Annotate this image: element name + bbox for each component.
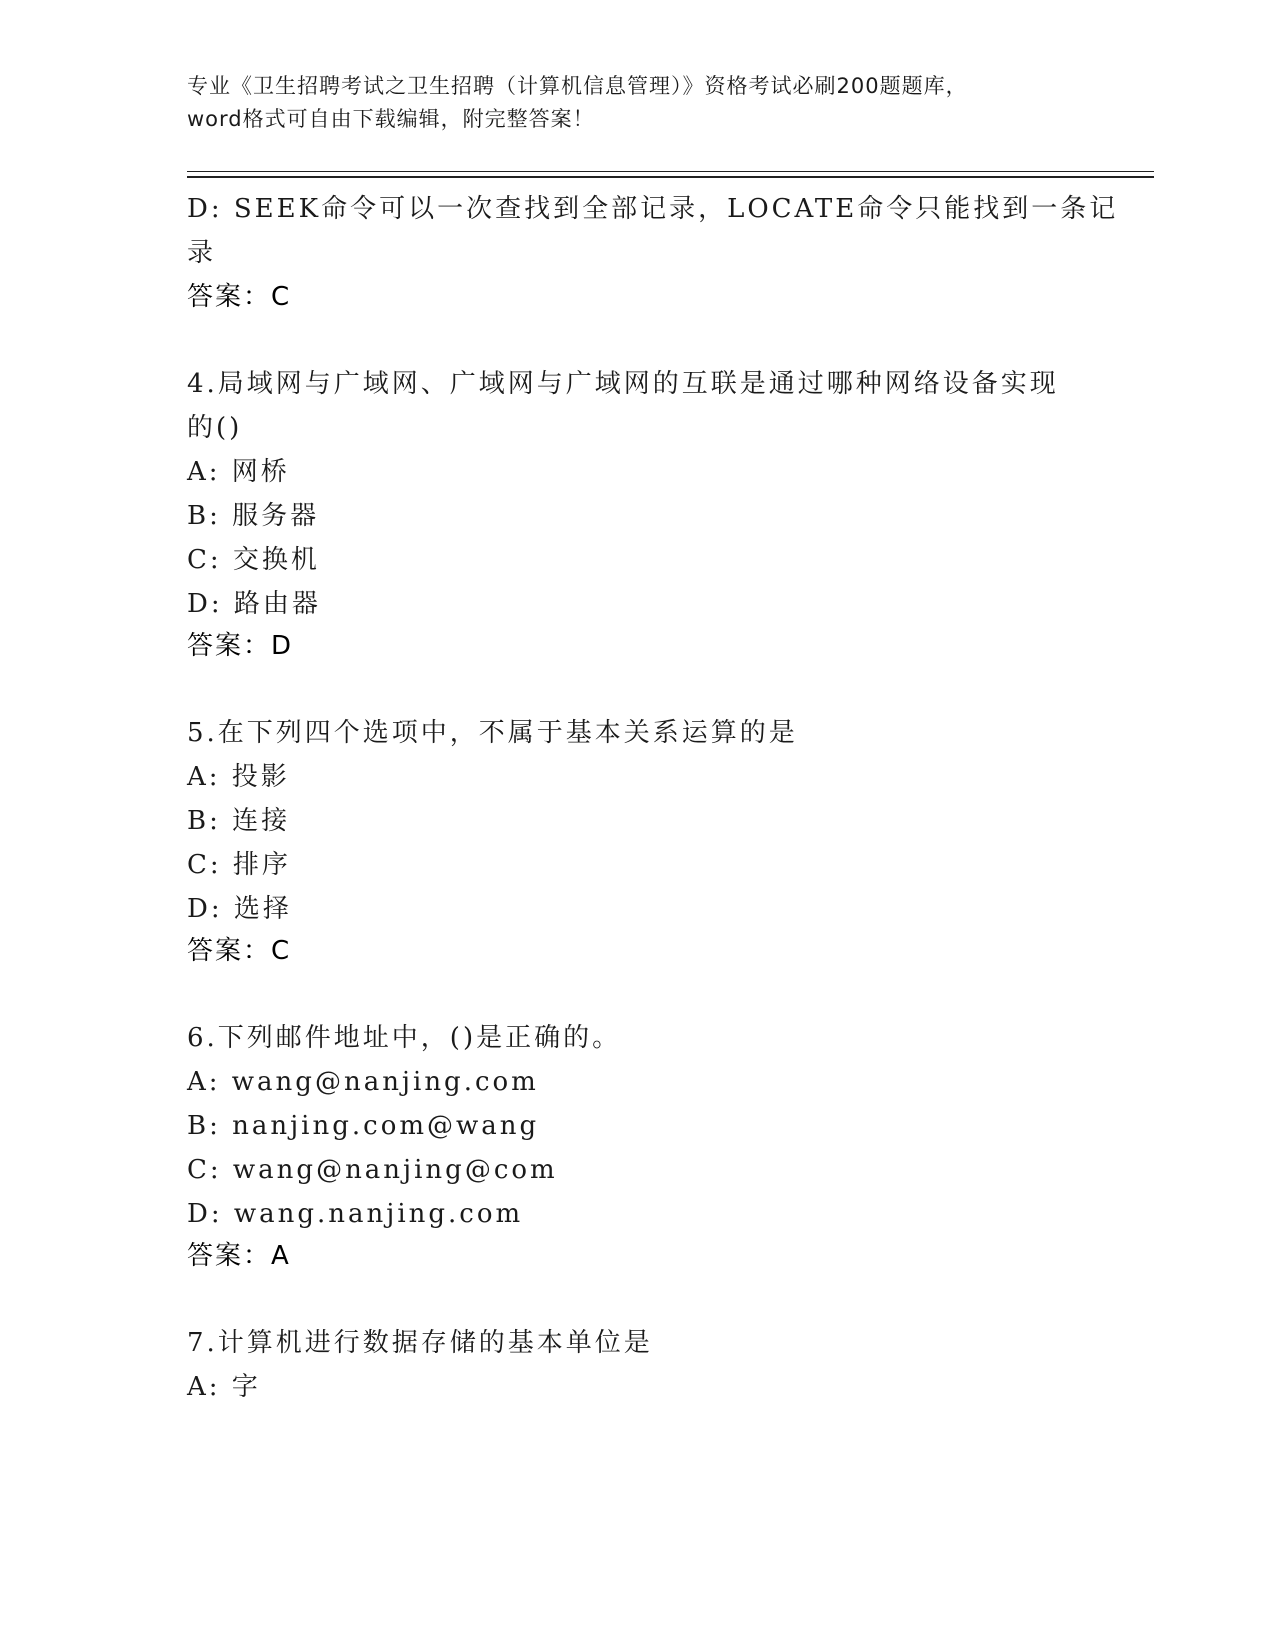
- q6-stem: 6.下列邮件地址中，()是正确的。: [187, 1023, 622, 1053]
- q4-option-d: D: 路由器: [187, 589, 321, 619]
- q3-option-d-line2: 录: [187, 238, 217, 268]
- q6-answer: 答案：A: [187, 1241, 291, 1271]
- q4-stem-line1: 4.局域网与广域网、广域网与广域网的互联是通过哪种网络设备实现: [187, 369, 1059, 399]
- q4-answer: 答案：D: [187, 631, 294, 661]
- q4-option-b: B: 服务器: [187, 501, 320, 531]
- q5-option-c: C: 排序: [187, 850, 291, 880]
- q4-option-c: C: 交换机: [187, 545, 320, 575]
- q5-answer: 答案：C: [187, 936, 292, 966]
- q5-stem: 5.在下列四个选项中，不属于基本关系运算的是: [187, 718, 798, 748]
- header-line-2: word格式可自由下载编辑，附完整答案！: [187, 107, 595, 131]
- q6-option-a: A: wang@nanjing.com: [187, 1067, 539, 1097]
- header-rule-thin: [187, 171, 1154, 172]
- q5-option-d: D: 选择: [187, 894, 292, 924]
- q5-option-a: A: 投影: [187, 762, 290, 792]
- q5-option-b: B: 连接: [187, 806, 291, 836]
- q3-option-d-line1: D: SEEK命令可以一次查找到全部记录，LOCATE命令只能找到一条记: [187, 194, 1119, 224]
- document-header: [187, 70, 1087, 136]
- q6-option-b: B: nanjing.com@wang: [187, 1111, 540, 1141]
- q7-stem: 7.计算机进行数据存储的基本单位是: [187, 1328, 653, 1358]
- q4-option-a: A: 网桥: [187, 457, 290, 487]
- q3-answer: 答案：C: [187, 282, 292, 312]
- q6-option-c: C: wang@nanjing@com: [187, 1155, 558, 1185]
- header-line-1: 专业《卫生招聘考试之卫生招聘（计算机信息管理）》资格考试必刷200题题库，: [187, 74, 968, 98]
- q7-option-a: A: 字: [187, 1372, 261, 1402]
- q4-stem-line2: 的(): [187, 413, 243, 443]
- header-rule-thick: [187, 176, 1154, 178]
- q6-option-d: D: wang.nanjing.com: [187, 1199, 524, 1229]
